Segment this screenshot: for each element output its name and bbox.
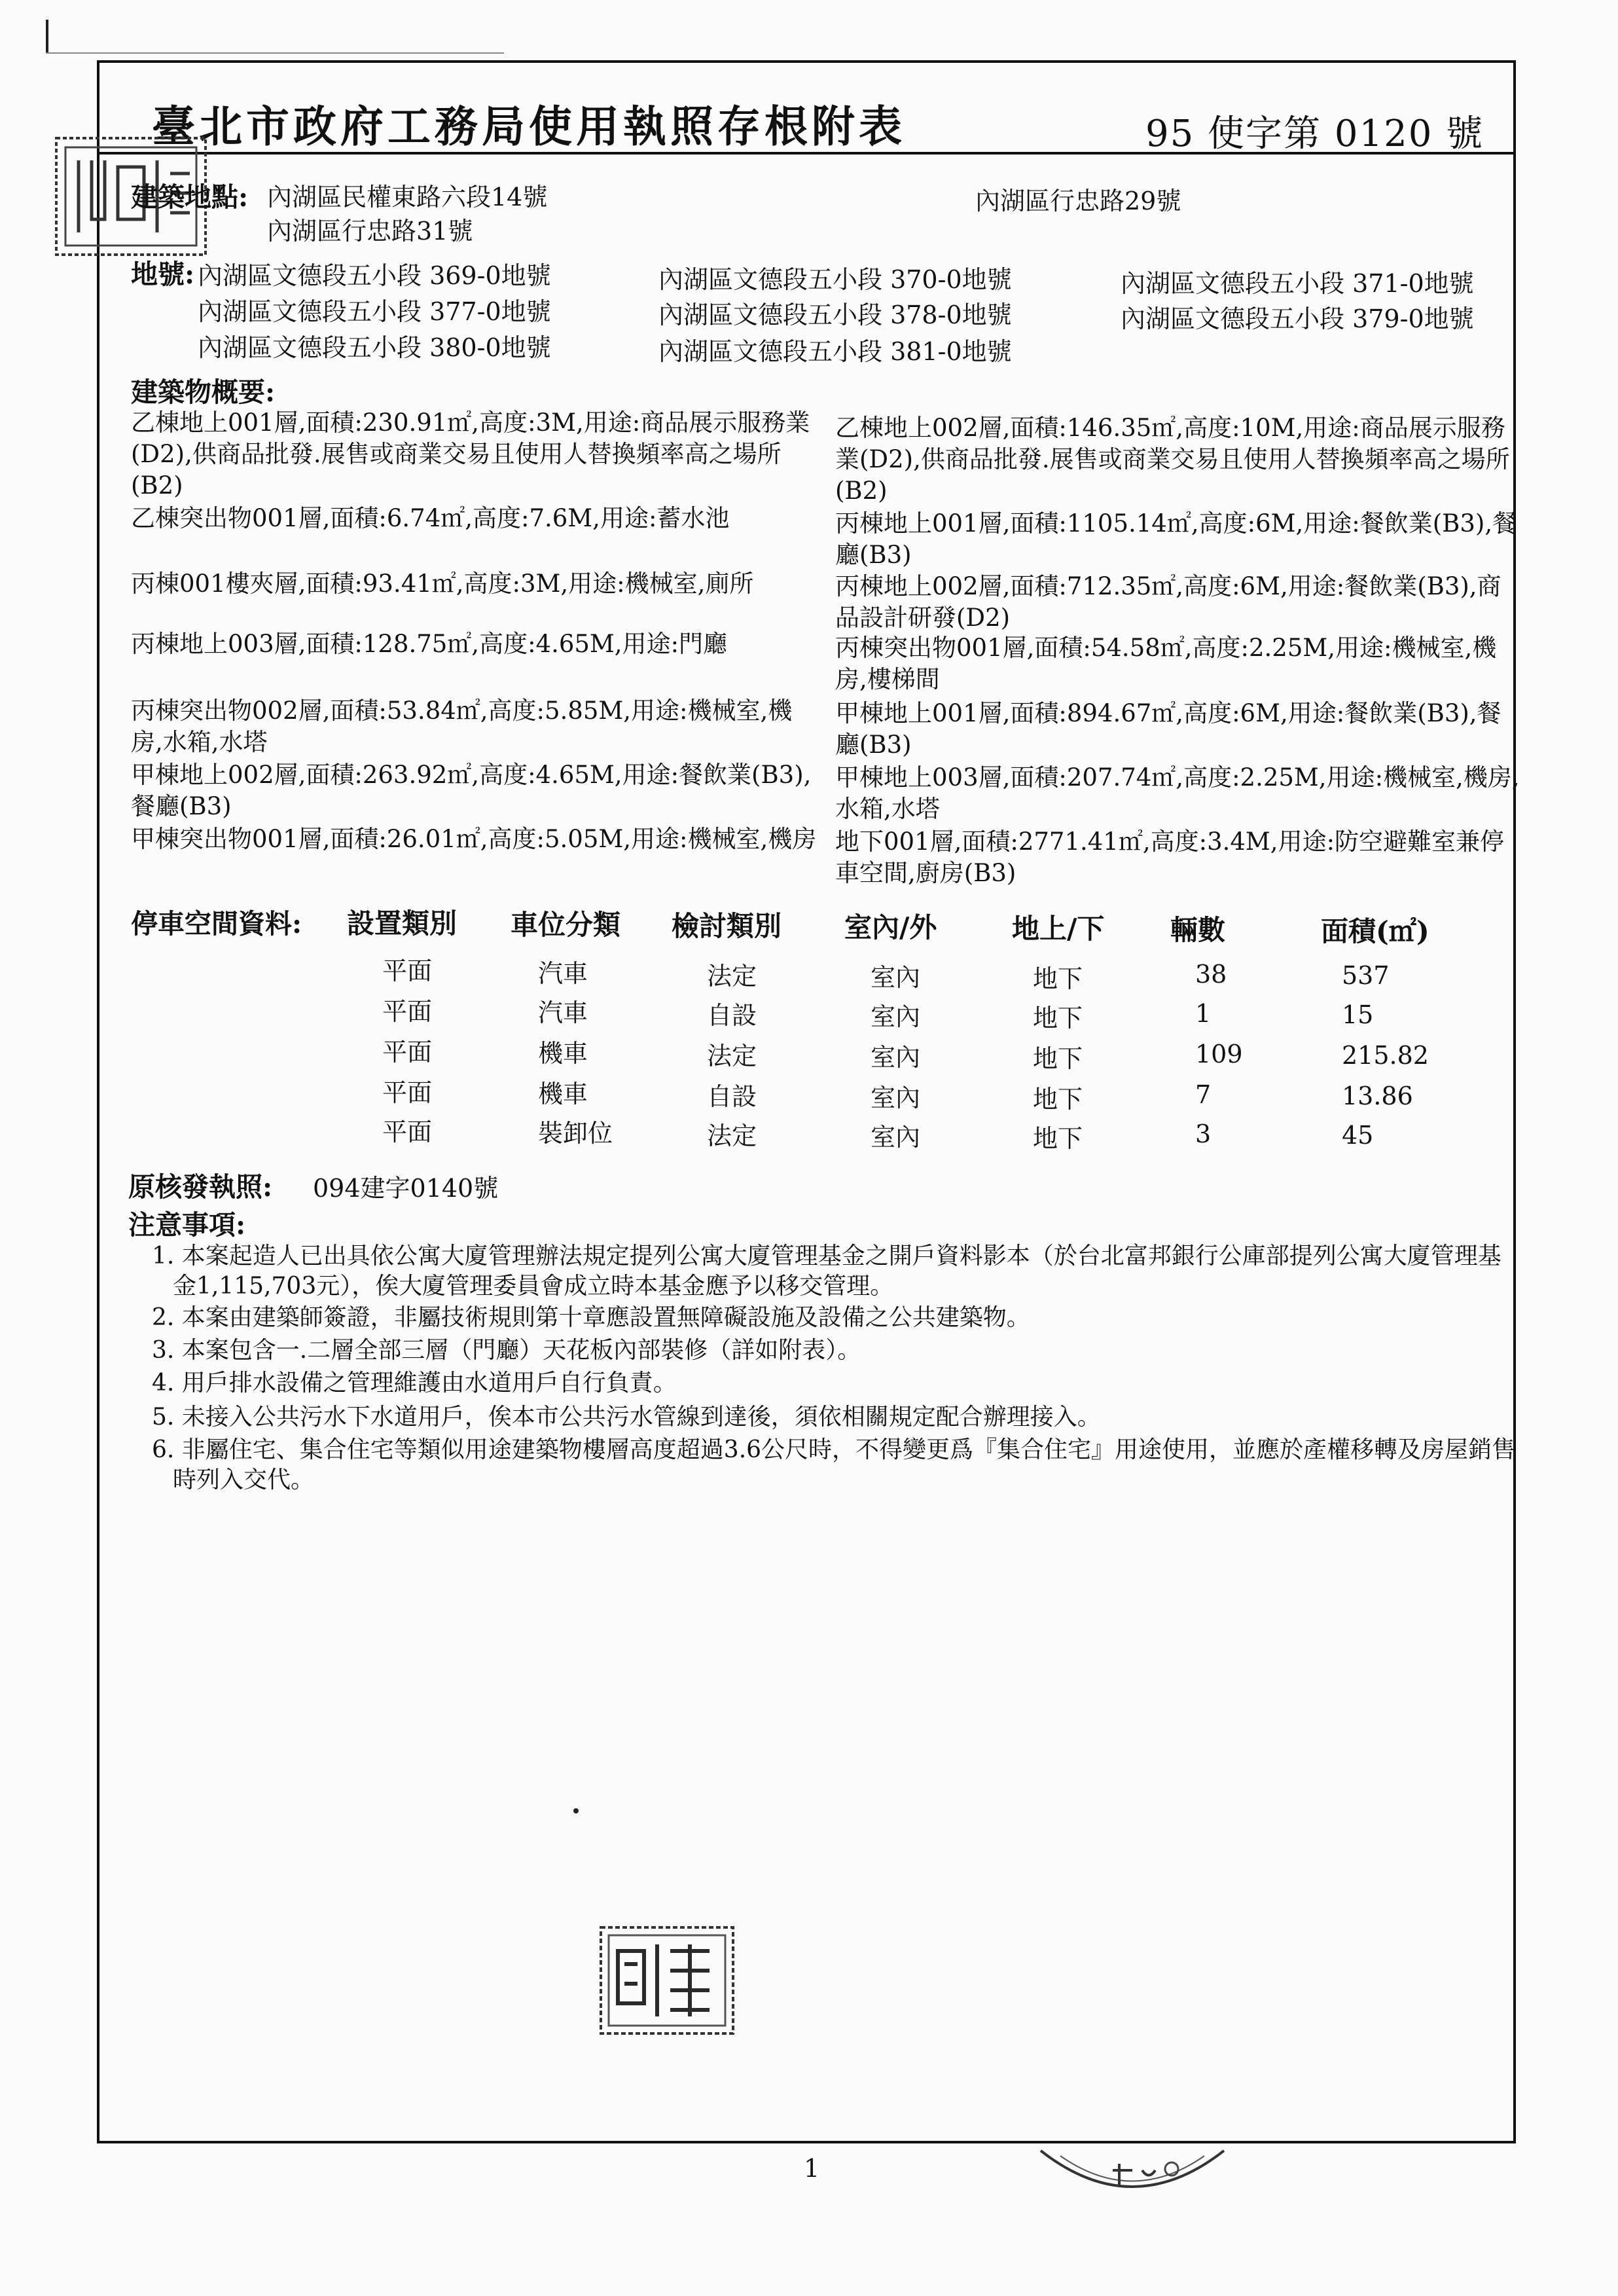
overview-item-right: 甲棟地上003層,面積:207.74㎡,高度:2.25M,用途:機械室,機房,水箱,水塔 [835, 763, 1520, 823]
parking-cell: 平面 [382, 1038, 433, 1066]
address-right: 內湖區行忠路29號 [975, 187, 1181, 215]
parking-cell: 109 [1195, 1040, 1243, 1068]
overview-item-right: 乙棟地上002層,面積:146.35㎡,高度:10M,用途:商品展示服務業(D2),供商品批發.展售或商業交易且使用人替換頻率高之場所(B2) [835, 414, 1510, 505]
parking-cell: 機車 [538, 1039, 588, 1068]
overview-item-right: 丙棟地上001層,面積:1105.14㎡,高度:6M,用途:餐飲業(B3),餐廳(B3) [835, 509, 1517, 569]
overview-item-left: 甲棟突出物001層,面積:26.01㎡,高度:5.05M,用途:機械室,機房 [131, 825, 817, 853]
parking-header: 輛數 [1170, 914, 1226, 946]
parking-cell: 平面 [382, 957, 433, 985]
parking-cell: 自設 [707, 1001, 757, 1030]
lots-label: 地號: [131, 259, 195, 290]
parking-cell: 室內 [871, 1123, 921, 1152]
scan-edge-line [46, 20, 48, 52]
lot-item: 內湖區文德段五小段 381-0地號 [658, 337, 1012, 366]
parking-cell: 15 [1342, 1000, 1374, 1029]
round-stamp-icon [1034, 2144, 1231, 2216]
notes-label: 注意事項: [128, 1209, 246, 1241]
document-frame [97, 60, 1516, 2143]
parking-cell: 地下 [1033, 1004, 1083, 1032]
parking-cell: 平面 [382, 997, 433, 1026]
parking-cell: 裝卸位 [538, 1119, 613, 1148]
note-item: 3. 本案包含一.二層全部三層（門廳）天花板內部裝修（詳如附表）。 [152, 1337, 861, 1364]
overview-item-left: 乙棟突出物001層,面積:6.74㎡,高度:7.6M,用途:蓄水池 [131, 504, 730, 532]
parking-cell: 室內 [871, 1002, 921, 1031]
parking-header: 設置類別 [347, 907, 458, 939]
address-line-2: 內湖區行忠路31號 [267, 217, 473, 246]
parking-header: 面積(㎡) [1321, 915, 1429, 947]
note-item: 2. 本案由建築師簽證，非屬技術規則第十章應設置無障礙設施及設備之公共建築物。 [152, 1304, 1030, 1331]
overview-item-left: 乙棟地上001層,面積:230.91㎡,高度:3M,用途:商品展示服務業(D2),供商品批發.展售或商業交易且使用人替換頻率高之場所(B2) [131, 409, 810, 500]
overview-item-right: 丙棟突出物001層,面積:54.58㎡,高度:2.25M,用途:機械室,機房,樓梯間 [835, 634, 1497, 693]
parking-cell: 法定 [707, 962, 757, 991]
overview-item-left: 甲棟地上002層,面積:263.92㎡,高度:4.65M,用途:餐飲業(B3),餐廳(B3) [131, 761, 812, 820]
parking-cell: 地下 [1033, 964, 1083, 993]
parking-header: 室內/外 [844, 911, 937, 943]
overview-item-left: 丙棟突出物002層,面積:53.84㎡,高度:5.85M,用途:機械室,機房,水箱,水塔 [131, 697, 793, 756]
permit-number: 95 使字第 0120 號 [1145, 113, 1484, 155]
note-item: 6. 非屬住宅、集合住宅等類似用途建築物樓層高度超過3.6公尺時，不得變更爲『集合住宅』用途使用，並應於產權移轉及房屋銷售時列入交代。 [152, 1436, 1516, 1493]
overview-item-left: 丙棟地上003層,面積:128.75㎡,高度:4.65M,用途:門廳 [131, 630, 728, 658]
parking-cell: 537 [1342, 961, 1390, 990]
original-permit-value: 094建字0140號 [313, 1174, 499, 1203]
scan-speck [573, 1808, 579, 1813]
parking-label: 停車空間資料: [131, 908, 302, 939]
parking-cell: 機車 [538, 1080, 588, 1108]
parking-cell: 平面 [382, 1078, 433, 1107]
original-permit-label: 原核發執照: [128, 1171, 273, 1203]
parking-cell: 地下 [1033, 1044, 1083, 1073]
address-line-1: 內湖區民權東路六段14號 [267, 183, 548, 211]
parking-cell: 38 [1195, 960, 1227, 989]
parking-cell: 汽車 [538, 998, 588, 1027]
parking-header: 檢討類別 [672, 910, 782, 942]
lot-item: 內湖區文德段五小段 370-0地號 [658, 265, 1012, 294]
parking-cell: 45 [1342, 1121, 1374, 1150]
parking-cell: 法定 [707, 1121, 757, 1150]
parking-cell: 1 [1195, 999, 1212, 1028]
overview-item-right: 甲棟地上001層,面積:894.67㎡,高度:6M,用途:餐飲業(B3),餐廳(B3) [835, 699, 1501, 759]
parking-header: 車位分類 [511, 909, 621, 941]
parking-cell: 3 [1195, 1120, 1212, 1148]
overview-item-right: 地下001層,面積:2771.41㎡,高度:3.4M,用途:防空避難室兼停車空間,廚房(B3) [835, 828, 1505, 887]
address-label: 建築地點: [131, 181, 249, 213]
parking-cell: 7 [1195, 1080, 1212, 1109]
page-number: 1 [804, 2154, 820, 2183]
overview-item-right: 丙棟地上002層,面積:712.35㎡,高度:6M,用途:餐飲業(B3),商品設計研發(D2) [835, 572, 1501, 632]
overview-label: 建築物概要: [131, 376, 276, 408]
parking-header: 地上/下 [1012, 913, 1105, 945]
scan-edge-line [46, 52, 504, 54]
overview-item-left: 丙棟001樓夾層,面積:93.41㎡,高度:3M,用途:機械室,廁所 [131, 570, 754, 598]
parking-cell: 13.86 [1342, 1082, 1413, 1110]
lot-item: 內湖區文德段五小段 369-0地號 [198, 261, 551, 290]
lot-item: 內湖區文德段五小段 380-0地號 [198, 333, 551, 362]
lot-item: 內湖區文德段五小段 378-0地號 [658, 301, 1012, 329]
parking-cell: 地下 [1033, 1085, 1083, 1114]
note-item: 4. 用戶排水設備之管理維護由水道用戶自行負責。 [152, 1370, 677, 1396]
parking-cell: 地下 [1033, 1124, 1083, 1153]
lot-item: 內湖區文德段五小段 379-0地號 [1121, 304, 1474, 333]
parking-cell: 215.82 [1342, 1041, 1429, 1070]
parking-cell: 法定 [707, 1042, 757, 1070]
parking-cell: 汽車 [538, 959, 588, 988]
parking-cell: 平面 [382, 1118, 433, 1146]
seal-stamp-icon [598, 1925, 736, 2036]
note-item: 1. 本案起造人已出具依公寓大廈管理辦法規定提列公寓大廈管理基金之開戶資料影本（於台北富邦銀行公庫部提列公寓大廈管理基金1,115,703元），俟大廈管理委員會成立時本基金應予以移交管理。 [152, 1243, 1501, 1300]
parking-cell: 室內 [871, 1084, 921, 1112]
note-item: 5. 未接入公共污水下水道用戶，俟本市公共污水管線到達後，須依相關規定配合辦理接入。 [152, 1404, 1101, 1430]
lot-item: 內湖區文德段五小段 371-0地號 [1121, 269, 1474, 298]
parking-cell: 自設 [707, 1082, 757, 1111]
document-title: 臺北市政府工務局使用執照存根附表 [152, 101, 906, 152]
parking-cell: 室內 [871, 1043, 921, 1072]
lot-item: 內湖區文德段五小段 377-0地號 [198, 297, 551, 326]
parking-cell: 室內 [871, 963, 921, 992]
